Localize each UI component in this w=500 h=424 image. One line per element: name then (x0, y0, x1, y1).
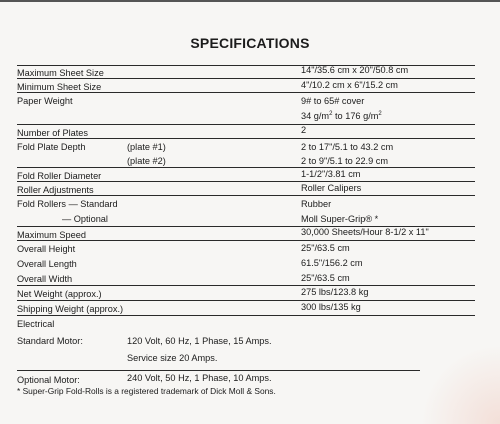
spec-value: 4"/10.2 cm x 6"/15.2 cm (301, 80, 398, 90)
page-title: SPECIFICATIONS (190, 35, 310, 51)
spec-row (17, 125, 475, 139)
optional-motor-spec: 240 Volt, 50 Hz, 1 Phase, 10 Amps. (127, 373, 272, 383)
optional-motor-label: Optional Motor: (17, 375, 80, 385)
spec-row (17, 271, 475, 286)
spec-row (17, 182, 475, 196)
electrical-heading: Electrical (17, 319, 55, 329)
spec-label: Minimum Sheet Size (17, 82, 102, 92)
standard-motor-label: Standard Motor: (17, 336, 83, 346)
spec-row (17, 256, 475, 271)
spec-row (17, 79, 475, 93)
paper-corner-shading (420, 345, 500, 424)
spec-label: Number of Plates (17, 128, 88, 138)
spec-label: Roller Adjustments (17, 185, 94, 195)
spec-value: 1-1/2"/3.81 cm (301, 169, 361, 179)
spec-row (17, 227, 475, 241)
spec-value: 275 lbs/123.8 kg (301, 287, 369, 297)
spec-value: 300 lbs/135 kg (301, 302, 361, 312)
spec-label: Maximum Speed (17, 230, 86, 240)
spec-row (17, 65, 475, 79)
spec-value-secondary: 2 to 9"/5.1 to 22.9 cm (301, 156, 389, 166)
spec-value: 2 (301, 125, 307, 135)
spec-table (17, 65, 475, 387)
spec-label: Paper Weight (17, 96, 73, 106)
spec-row (17, 301, 475, 316)
footnote: * Super-Grip Fold-Rolls is a registered trademark of Dick Moll & Sons. (17, 386, 276, 396)
spec-row (17, 241, 475, 256)
standard-motor-service: Service size 20 Amps. (127, 353, 218, 363)
spec-row (17, 196, 475, 227)
spec-row (17, 286, 475, 301)
spec-value: Rubber (301, 199, 332, 209)
spec-label: Shipping Weight (approx.) (17, 304, 124, 314)
spec-value: 2 to 17"/5.1 to 43.2 cm (301, 142, 394, 152)
spec-value: 9# to 65# cover (301, 96, 365, 106)
spec-value: 25"/63.5 cm (301, 243, 350, 253)
standard-motor-spec: 120 Volt, 60 Hz, 1 Phase, 15 Amps. (127, 336, 272, 346)
spec-row (17, 139, 475, 168)
electrical-section (17, 316, 475, 371)
spec-label: Maximum Sheet Size (17, 68, 104, 78)
spec-label: Overall Width (17, 274, 73, 284)
top-rule (0, 0, 500, 2)
spec-row (17, 168, 475, 182)
spec-label: Fold Roller Diameter (17, 171, 102, 181)
electrical-optional-row (17, 371, 475, 387)
spec-value: Roller Calipers (301, 183, 362, 193)
spec-value: 30,000 Sheets/Hour 8-1/2 x 11" (301, 227, 429, 237)
plate-label: (plate #2) (127, 156, 166, 166)
spec-label: Overall Height (17, 244, 76, 254)
spec-label: Net Weight (approx.) (17, 289, 102, 299)
spec-row (17, 93, 475, 125)
spec-value-secondary: Moll Super-Grip® * (301, 214, 379, 224)
spec-value: 14"/35.6 cm x 20"/50.8 cm (301, 65, 409, 75)
plate-label: (plate #1) (127, 142, 166, 152)
spec-label: Fold Rollers — Standard (17, 199, 118, 209)
spec-label: Fold Plate Depth (17, 142, 86, 152)
spec-label-secondary: — Optional (62, 214, 108, 224)
spec-value: 61.5"/156.2 cm (301, 258, 363, 268)
spec-label: Overall Length (17, 259, 77, 269)
spec-value: 25"/63.5 cm (301, 273, 350, 283)
spec-value-secondary: 34 $g/m^2$ to 176 $g/m^2$ (301, 110, 382, 121)
